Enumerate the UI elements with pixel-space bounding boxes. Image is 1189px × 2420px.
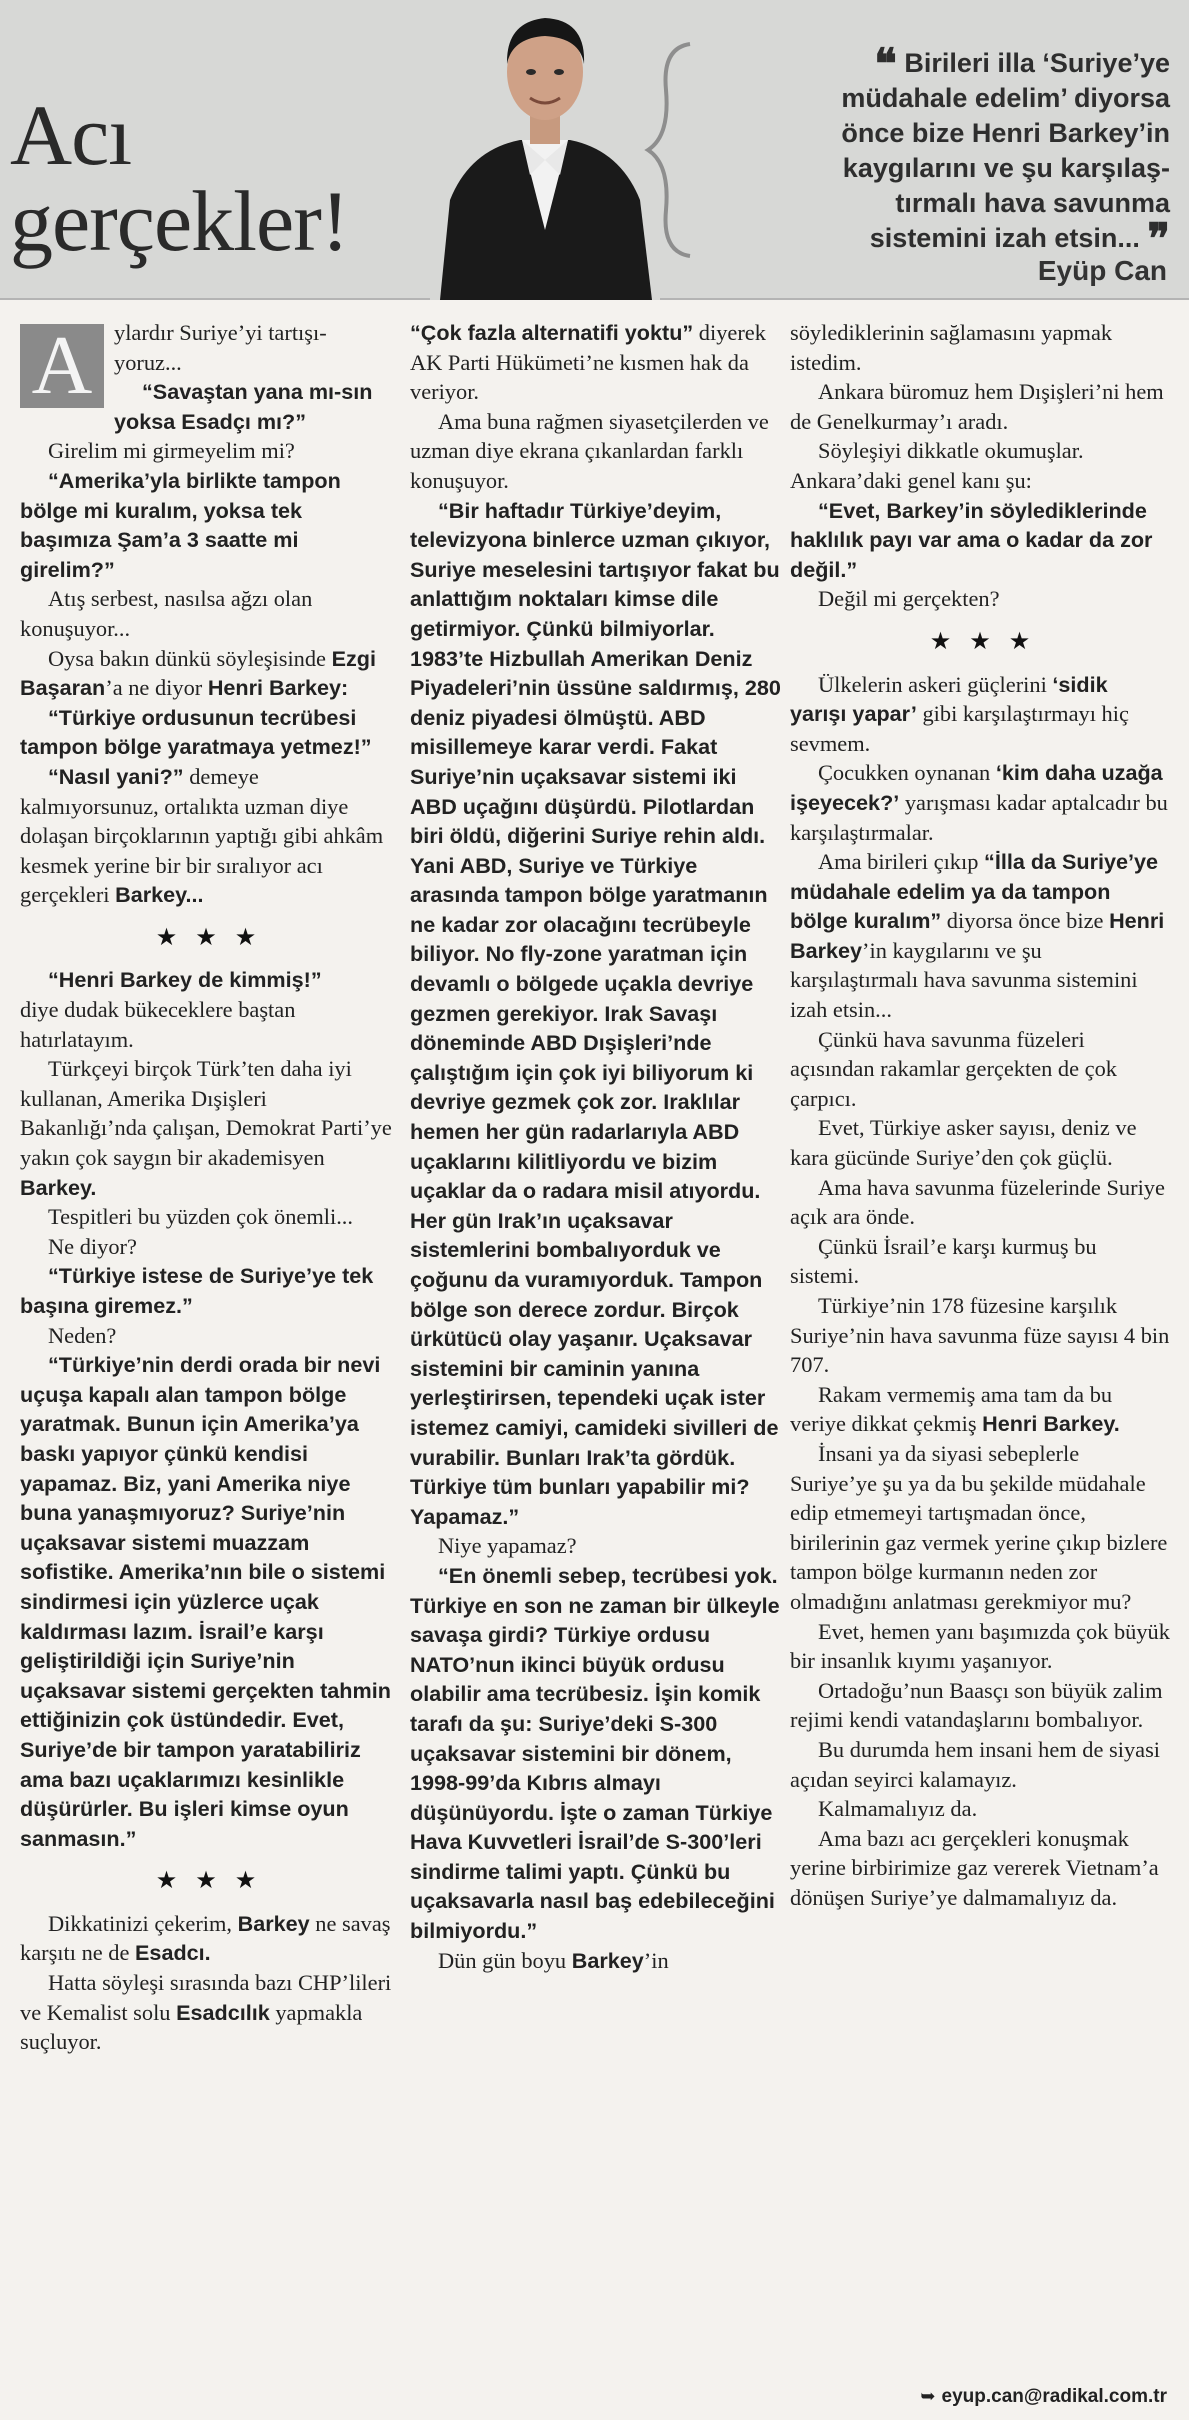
bold-quote: “Türkiye ordusunun tecrübesi tampon bölge yaratmaya yetmez!” xyxy=(20,704,372,760)
paragraph: Kalmamalıyız da. xyxy=(818,1796,978,1822)
pull-quote-line: ❝ Birileri illa ‘Suriye’ye xyxy=(874,42,1170,88)
paragraph: Çünkü hava savunma füzeleri açısından rakamlar gerçekten de çok çarpıcı. xyxy=(790,1026,1117,1111)
paragraph: Evet, Türkiye asker sayısı, deniz ve kara gücünde Suriye’den çok güçlü. xyxy=(790,1115,1137,1171)
paragraph: Evet, hemen yanı başımızda çok büyük bir insanlık kıyımı yaşanıyor. xyxy=(790,1618,1170,1674)
paragraph: Ama buna rağmen siyasetçilerden ve uzman diye ekrana çıkanlardan farklı konuşuyor. xyxy=(410,408,769,493)
paragraph: Girelim mi girmeyelim mi? xyxy=(48,438,295,464)
paragraph: Değil mi gerçekten? xyxy=(818,586,1000,612)
brace-ornament xyxy=(640,40,700,260)
pull-quote-line: müdahale edelim’ diyorsa xyxy=(841,83,1170,113)
paragraph: “Çok fazla alternatifi yoktu” diyerek AK Parti Hükümeti’ne kısmen hak da veriyor. xyxy=(410,320,766,405)
headline xyxy=(10,87,349,269)
quote-close-mark: ❞ xyxy=(1147,217,1170,263)
bold-quote: “Amerika’yla birlikte tampon bölge mi kuralım, yoksa tek başımıza Şam’a 3 saatte mi girelim?” xyxy=(20,467,341,582)
paragraph: Oysa bakın dünkü söyleşisinde Ezgi Başaran’a ne diyor Henri Barkey: xyxy=(20,645,376,701)
article-column-1 xyxy=(20,318,392,2057)
bold-quote: “Evet, Barkey’in söylediklerinde haklılık payı var ama o kadar da zor değil.” xyxy=(790,497,1153,582)
paragraph: Türkiye’nin 178 füzesine karşılık Suriye’nin hava savunma füze sayısı 4 bin 707. xyxy=(790,1293,1170,1378)
paragraph: Ülkelerin askeri güçlerini ‘sidik yarışı yapar’ gibi karşılaştırmayı hiç sevmem. xyxy=(790,671,1129,756)
paragraph: Ankara büromuz hem Dışişleri’ni hem de Genelkurmay’ı aradı. xyxy=(790,379,1164,434)
paragraph: “Nasıl yani?” demeye kalmıyorsunuz, ortalıkta uzman diye dolaşan birçoklarının yaptığı gibi ahkâm kesmek yerine bir bir sıralıyor acı gerçekleri Barkey... xyxy=(20,763,384,908)
paragraph: Neden? xyxy=(48,1322,117,1348)
paragraph: Söyleşiyi dikkatle okumuşlar. Ankara’daki genel kanı şu: xyxy=(790,438,1084,493)
paragraph: İnsani ya da siyasi sebeplerle Suriye’ye şu ya da bu şekilde müdahale edip etmemeyi tartışmadan önce, birilerinin gaz vermek yerine çıkıp bizlere tampon bölge kurmanın neden zor olmadığını anlatması gerekmiyor mu? xyxy=(790,1440,1168,1614)
paragraph: Ama bazı acı gerçekleri konuşmak yerine birbirimize gaz vererek Vietnam’a dönüşen Suriye’ye dalmamalıyız da. xyxy=(790,1825,1159,1910)
intro-line: ylardır Suriye’yi tartışı- xyxy=(114,320,327,345)
paragraph: Rakam vermemiş ama tam da bu veriye dikkat çekmiş Henri Barkey. xyxy=(790,1381,1120,1437)
pull-quote-line: önce bize Henri Barkey’in xyxy=(841,118,1170,148)
bold-quote: “Bir haftadır Türkiye’deyim, televizyona binlerce uzman çıkıyor, Suriye meselesini tartışıyor fakat bu anlattığım noktaları kimse dile getirmiyor. Çünkü bilmiyorlar. 1983’te Hizbullah Amerikan Deniz Piyadeleri’nin üssüne saldırmış, 280 deniz piyadesi ölmüştü. ABD misillemeye karar verdi. Fakat Suriye’nin uçaksavar sistemi iki ABD uçağını düşürdü. Pilotlardan biri öldü, diğerini Suriye rehin aldı. Yani ABD, Suriye ve Türkiye arasında tampon bölge yaratmanın ne kadar zor olacağını tecrübeyle biliyor. No fly-zone yaratman için devamlı o bölgede uçakla devriye gezmen gerekiyor. Irak Savaşı döneminde ABD Dışişleri’nde çalıştığım için çok iyi biliyorum ki devriye gezmek çok zor. Iraklılar hemen her gün radarlarıyla ABD uçaklarını kilitliyordu ve bizim uçaklar da o radara misil atıyordu. Her gün Irak’ın uçaksavar sistemlerini bombalıyorduk ve çoğunu da vuramıyorduk. Tampon bölge son derece zordur. Birçok ürkütücü olay yaşanır. Uçaksavar sistemini bir caminin yanına yerleştirirsen, tependeki uçak ister istemez camiyi, camideki sivilleri de vurabilir. Bunları Irak’ta gördük. Türkiye tüm bunları yapabilir mi? Yapamaz.” xyxy=(410,497,781,1529)
headline-line-1: Acı xyxy=(10,87,132,183)
pull-quote xyxy=(700,42,1170,263)
drop-cap: A xyxy=(20,324,104,408)
quote-open-mark: ❝ xyxy=(874,42,897,88)
paragraph: Ama hava savunma füzelerinde Suriye açık ara önde. xyxy=(790,1174,1165,1230)
paragraph: diye dudak bükeceklere baştan hatırlatayım. xyxy=(20,997,296,1052)
intro-line: yoruz... xyxy=(114,349,182,375)
paragraph: Ama birileri çıkıp “İlla da Suriye’ye müdahale edelim ya da tampon bölge kuralım” diyorsa önce bize Henri Barkey’in kaygılarını ve şu karşılaştırmalı hava savunma sistemini izah etsin... xyxy=(790,849,1165,1023)
pull-quote-line: kaygılarını ve şu karşılaş- xyxy=(842,153,1170,183)
article-column-3 xyxy=(790,318,1170,1912)
column-header xyxy=(0,0,1189,300)
paragraph: söylediklerinin sağlamasını yapmak istedim. xyxy=(790,320,1113,375)
bold-quote: “En önemli sebep, tecrübesi yok. Türkiye en son ne zaman bir ülkeyle savaşa girdi? Türkiye ordusu NATO’nun ikinci büyük ordusu olabilir ama tecrübesiz. İşin komik tarafı da şu: Suriye’deki S-300 uçaksavar sistemini bir dönem, 1998-99’da Kıbrıs almayı düşünüyordu. İşte o zaman Türkiye Hava Kuvvetleri İsrail’de S-300’leri sindirme talimi yaptı. Çünkü bu uçaksavarla nasıl baş edebileceğini bilmiyordu.” xyxy=(410,1562,780,1944)
headline-line-2: gerçekler! xyxy=(10,173,349,269)
bold-quote: “Türkiye’nin derdi orada bir nevi uçuşa kapalı alan tampon bölge yaratmak. Bunun için Amerika’ya baskı yapıyor çünkü kendisi yapamaz. Biz, yani Amerika niye buna yanaşmıyoruz? Suriye’nin uçaksavar sistemi muazzam sofistike. Amerika’nın bile o sistemi sindirmesi için yüzlerce uçak kaldırması lazım. İsrail’e karşı geliştirildiği için Suriye’nin uçaksavar sistemi gerçekten tahmin ettiğinizin çok üstündedir. Evet, Suriye’de bir tampon yaratabiliriz ama bazı uçaklarımızı kesinlikle düşürürler. Bu işleri kimse oyun sanmasın.” xyxy=(20,1352,391,1851)
paragraph: Çünkü İsrail’e karşı kurmuş bu sistemi. xyxy=(790,1233,1097,1289)
bold-quote: “Savaştan yana mı-sın yoksa Esadçı mı?” xyxy=(114,379,373,434)
section-divider-stars: ★★★ xyxy=(155,924,275,951)
paragraph: Atış serbest, nasılsa ağzı olan konuşuyor... xyxy=(20,586,313,641)
bold-quote: “Henri Barkey de kimmiş!” xyxy=(48,967,322,993)
pull-quote-line: tırmalı hava savunma xyxy=(895,188,1170,218)
paragraph: Niye yapamaz? xyxy=(438,1533,577,1559)
author-portrait xyxy=(430,0,660,300)
paragraph: Ne diyor? xyxy=(48,1233,137,1259)
paragraph: Dikkatinizi çekerim, Barkey ne savaş karşıtı ne de Esadcı. xyxy=(20,1910,391,1966)
paragraph: Tespitleri bu yüzden çok önemli... xyxy=(48,1204,353,1230)
article-column-2 xyxy=(410,318,782,1975)
author-email[interactable]: ➥ eyup.can@radikal.com.tr xyxy=(920,2386,1167,2407)
paragraph: Dün gün boyu Barkey’in xyxy=(438,1947,669,1973)
paragraph: Bu durumda hem insani hem de siyasi açıdan seyirci kalamayız. xyxy=(790,1736,1161,1792)
paragraph: Ortadoğu’nun Baasçı son büyük zalim rejimi kendi vatandaşlarını bombalıyor. xyxy=(790,1677,1163,1733)
author-byline: Eyüp Can xyxy=(1037,255,1167,286)
paragraph: Türkçeyi birçok Türk’ten daha iyi kullanan, Amerika Dışişleri Bakanlığı’nda çalışan, Demokrat Parti’ye yakın çok saygın bir akademisyen Barkey. xyxy=(20,1056,392,1200)
paragraph: Çocukken oynanan ‘kim daha uzağa işeyecek?’ yarışması kadar aptalcadır bu karşılaştırmalar. xyxy=(790,760,1168,845)
paragraph: Hatta söyleşi sırasında bazı CHP’lileri ve Kemalist solu Esadcılık yapmakla suçluyor. xyxy=(20,1970,392,2055)
pull-quote-line: sistemini izah etsin... ❞ xyxy=(869,217,1170,263)
section-divider-stars: ★★★ xyxy=(929,628,1049,655)
section-divider-stars: ★★★ xyxy=(155,1868,275,1895)
author-portrait-illustration xyxy=(430,0,660,300)
pen-arrow-icon: ➥ xyxy=(920,2386,936,2406)
bold-quote: “Türkiye istese de Suriye’ye tek başına giremez.” xyxy=(20,1263,374,1318)
